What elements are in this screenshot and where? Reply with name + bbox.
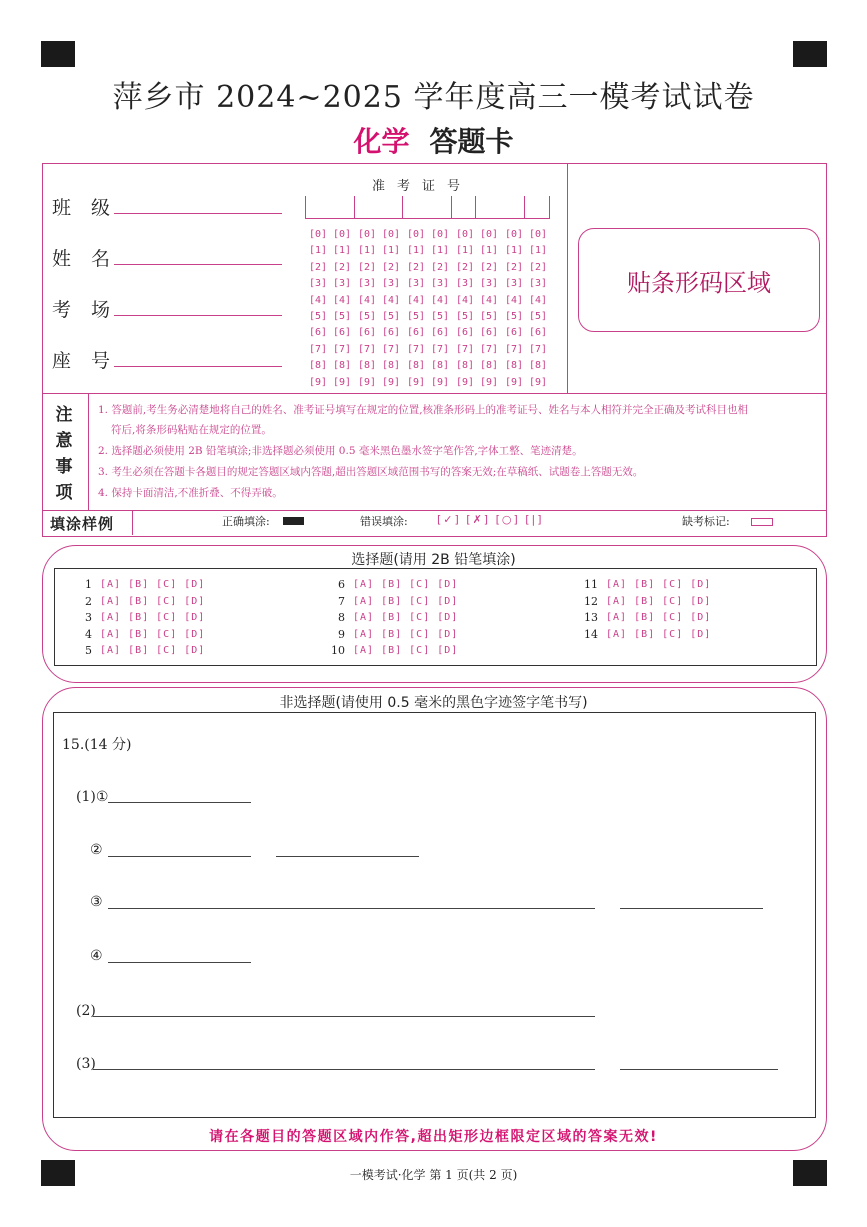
digit-bubble[interactable]: [5] xyxy=(504,311,524,323)
question-15-label: 15.(14 分) xyxy=(62,737,132,753)
digit-bubble[interactable]: [0] xyxy=(479,229,499,240)
digit-bubble[interactable]: [0] xyxy=(381,229,401,240)
digit-bubble[interactable]: [2] xyxy=(528,261,548,273)
page-subtitle xyxy=(0,120,867,160)
question-number: 6 xyxy=(338,578,345,591)
digit-bubble[interactable]: [9] xyxy=(479,376,499,388)
answer-line[interactable] xyxy=(620,908,763,909)
digit-bubble[interactable]: [4] xyxy=(308,294,328,306)
nonchoice-box xyxy=(53,712,816,1118)
digit-bubble[interactable]: [1] xyxy=(406,245,426,257)
digit-bubble[interactable]: [7] xyxy=(430,343,450,355)
digit-bubble[interactable]: [4] xyxy=(455,294,475,306)
answer-options[interactable]: [A] [B] [C] [D] xyxy=(100,612,206,624)
registration-mark xyxy=(793,41,827,67)
digit-bubble[interactable]: [5] xyxy=(406,311,426,323)
answer-line[interactable] xyxy=(620,1069,778,1070)
exam-id-digit-column[interactable] xyxy=(527,227,549,391)
answer-line[interactable] xyxy=(108,962,251,963)
digit-bubble[interactable]: [5] xyxy=(308,311,328,323)
digit-bubble[interactable]: [6] xyxy=(381,327,401,339)
digit-bubble[interactable]: [2] xyxy=(406,261,426,273)
notes-title: 注意事项 xyxy=(55,405,73,503)
question-number: 10 xyxy=(331,644,345,658)
class-field[interactable] xyxy=(114,213,282,214)
name-label: 姓名 xyxy=(52,248,131,270)
digit-bubble[interactable]: [7] xyxy=(381,343,401,355)
answer-line[interactable] xyxy=(276,856,419,857)
digit-bubble[interactable]: [1] xyxy=(381,245,401,257)
note-item: 符后,将条形码粘贴在规定的位置。 xyxy=(111,424,272,436)
digit-bubble[interactable]: [4] xyxy=(504,294,524,306)
answer-options[interactable]: [A] [B] [C] [D] xyxy=(100,579,206,590)
digit-bubble[interactable]: [2] xyxy=(479,261,499,273)
digit-bubble[interactable]: [1] xyxy=(430,245,450,257)
barcode-label: 贴条形码区域 xyxy=(627,268,771,297)
digit-bubble[interactable]: [9] xyxy=(455,376,475,388)
answer-line[interactable] xyxy=(93,1069,595,1070)
digit-bubble[interactable]: [0] xyxy=(406,229,426,240)
digit-bubble[interactable]: [2] xyxy=(332,261,352,273)
digit-bubble[interactable]: [3] xyxy=(381,278,401,290)
answer-line[interactable] xyxy=(108,908,595,909)
note-item: 4. 保持卡面清洁,不准折叠、不得弄破。 xyxy=(98,487,283,499)
digit-bubble[interactable]: [0] xyxy=(430,229,450,240)
digit-bubble[interactable]: [4] xyxy=(430,294,450,306)
answer-options[interactable]: [A] [B] [C] [D] xyxy=(606,612,712,624)
digit-bubble[interactable]: [6] xyxy=(357,327,377,339)
digit-bubble[interactable]: [4] xyxy=(381,294,401,306)
digit-bubble[interactable]: [7] xyxy=(332,343,352,355)
answer-options[interactable]: [A] [B] [C] [D] xyxy=(353,612,459,624)
absent-label: 缺考标记: xyxy=(682,515,730,528)
note-item: 1. 答题前,考生务必清楚地将自己的姓名、准考证号填写在规定的位置,核准条形码上的准考证号、姓名与本人相符并完全正确及考试科目也相 xyxy=(98,404,749,416)
digit-bubble[interactable]: [6] xyxy=(308,327,328,339)
page-title: 萍乡市 2024~2025 学年度高三一模考试试卷 xyxy=(112,80,755,115)
exam-id-digit-column[interactable] xyxy=(454,227,476,391)
footer-warning: 请在各题目的答题区域内作答,超出矩形边框限定区域的答案无效! xyxy=(209,1129,658,1145)
correct-fill-mark xyxy=(283,517,304,525)
question-number: 12 xyxy=(584,594,598,608)
fill-example-label: 填涂样例 xyxy=(50,515,115,533)
digit-bubble[interactable]: [3] xyxy=(479,278,499,290)
digit-bubble[interactable]: [2] xyxy=(381,261,401,273)
digit-bubble[interactable]: [4] xyxy=(357,294,377,306)
answer-options[interactable]: [A] [B] [C] [D] xyxy=(100,645,206,657)
exam-id-digit-column[interactable] xyxy=(380,227,402,391)
exam-id-digit-column[interactable] xyxy=(405,227,427,391)
digit-bubble[interactable]: [0] xyxy=(504,229,524,240)
digit-bubble[interactable]: [1] xyxy=(332,245,352,257)
digit-bubble[interactable]: [9] xyxy=(332,376,352,388)
answer-options[interactable]: [A] [B] [C] [D] xyxy=(606,628,712,640)
exam-id-digit-column[interactable] xyxy=(478,227,500,391)
digit-bubble[interactable]: [3] xyxy=(528,278,548,290)
answer-line[interactable] xyxy=(108,856,251,857)
part-1-1-label: (1)① xyxy=(76,789,109,805)
choice-title: 选择题(请用 2B 铅笔填涂) xyxy=(351,552,516,568)
digit-bubble[interactable]: [4] xyxy=(528,294,548,306)
part-1-3-label: ③ xyxy=(90,894,103,910)
digit-bubble[interactable]: [6] xyxy=(455,327,475,339)
digit-bubble[interactable]: [7] xyxy=(479,343,499,355)
digit-bubble[interactable]: [8] xyxy=(406,360,426,372)
registration-mark xyxy=(41,41,75,67)
digit-bubble[interactable]: [1] xyxy=(357,245,377,257)
digit-bubble[interactable]: [0] xyxy=(357,229,377,240)
correct-fill-label: 正确填涂: xyxy=(222,515,270,528)
digit-bubble[interactable]: [9] xyxy=(381,376,401,388)
digit-bubble[interactable]: [8] xyxy=(308,360,328,372)
digit-bubble[interactable]: [8] xyxy=(381,360,401,372)
digit-bubble[interactable]: [7] xyxy=(406,343,426,355)
digit-bubble[interactable]: [1] xyxy=(528,245,548,257)
digit-bubble[interactable]: [8] xyxy=(504,360,524,372)
digit-bubble[interactable]: [7] xyxy=(357,343,377,355)
digit-bubble[interactable]: [6] xyxy=(479,327,499,339)
exam-id-digit-column[interactable] xyxy=(331,227,353,391)
room-label: 考场 xyxy=(52,299,131,321)
wrong-fill-label: 错误填涂: xyxy=(360,515,408,528)
digit-bubble[interactable]: [6] xyxy=(528,327,548,339)
question-number: 13 xyxy=(584,611,598,625)
digit-bubble[interactable]: [9] xyxy=(357,376,377,388)
digit-bubble[interactable]: [8] xyxy=(528,360,548,372)
digit-bubble[interactable]: [3] xyxy=(332,278,352,290)
digit-bubble[interactable]: [4] xyxy=(406,294,426,306)
digit-bubble[interactable]: [5] xyxy=(528,311,548,323)
digit-bubble[interactable]: [0] xyxy=(528,229,548,240)
digit-bubble[interactable]: [4] xyxy=(479,294,499,306)
note-item: 2. 选择题必须使用 2B 铅笔填涂;非选择题必须使用 0.5 毫米黑色墨水签字笔作答,字体工整、笔迹清楚。 xyxy=(98,445,583,457)
digit-bubble[interactable]: [6] xyxy=(332,327,352,339)
digit-bubble[interactable]: [7] xyxy=(504,343,524,355)
digit-bubble[interactable]: [9] xyxy=(504,376,524,388)
digit-bubble[interactable]: [7] xyxy=(308,343,328,355)
digit-bubble[interactable]: [5] xyxy=(357,311,377,323)
digit-bubble[interactable]: [0] xyxy=(455,229,475,240)
digit-bubble[interactable]: [1] xyxy=(504,245,524,257)
digit-bubble[interactable]: [5] xyxy=(332,311,352,323)
answer-options[interactable]: [A] [B] [C] [D] xyxy=(353,645,459,657)
question-number: 5 xyxy=(85,644,92,658)
digit-bubble[interactable]: [3] xyxy=(308,278,328,290)
question-number: 11 xyxy=(584,578,598,591)
part-1-2-label: ② xyxy=(90,842,103,858)
exam-id-digit-column[interactable] xyxy=(307,227,329,391)
question-number: 3 xyxy=(85,611,92,625)
digit-bubble[interactable]: [5] xyxy=(455,311,475,323)
digit-bubble[interactable]: [6] xyxy=(406,327,426,339)
digit-bubble[interactable]: [9] xyxy=(430,376,450,388)
answer-line[interactable] xyxy=(93,1016,595,1017)
note-item: 3. 考生必须在答题卡各题目的规定答题区域内答题,超出答题区域范围书写的答案无效;在草稿纸、试题卷上答题无效。 xyxy=(98,466,644,478)
digit-bubble[interactable]: [2] xyxy=(455,261,475,273)
digit-bubble[interactable]: [3] xyxy=(430,278,450,290)
wrong-fill-marks: [✓] [✗] [○] [|] xyxy=(437,513,544,526)
question-number: 8 xyxy=(338,611,345,625)
digit-bubble[interactable]: [9] xyxy=(308,376,328,388)
answer-options[interactable]: [A] [B] [C] [D] xyxy=(100,595,206,607)
exam-id-boxes[interactable] xyxy=(305,196,550,219)
digit-bubble[interactable]: [8] xyxy=(430,360,450,372)
digit-bubble[interactable]: [3] xyxy=(406,278,426,290)
digit-bubble[interactable]: [3] xyxy=(455,278,475,290)
digit-bubble[interactable]: [9] xyxy=(528,376,548,388)
digit-bubble[interactable]: [5] xyxy=(430,311,450,323)
part-3-label: (3) xyxy=(76,1056,96,1072)
seat-field[interactable] xyxy=(114,366,282,367)
digit-bubble[interactable]: [7] xyxy=(455,343,475,355)
digit-bubble[interactable]: [2] xyxy=(504,261,524,273)
absent-mark-box[interactable] xyxy=(751,518,773,526)
question-number: 14 xyxy=(584,627,598,641)
answer-options[interactable]: [A] [B] [C] [D] xyxy=(100,628,206,640)
name-field[interactable] xyxy=(114,264,282,265)
digit-bubble[interactable]: [1] xyxy=(308,245,328,257)
digit-bubble[interactable]: [5] xyxy=(479,311,499,323)
answer-options[interactable]: [A] [B] [C] [D] xyxy=(606,595,712,607)
digit-bubble[interactable]: [1] xyxy=(455,245,475,257)
exam-id-digit-column[interactable] xyxy=(429,227,451,391)
digit-bubble[interactable]: [0] xyxy=(332,229,352,240)
answer-options[interactable]: [A] [B] [C] [D] xyxy=(353,579,459,590)
digit-bubble[interactable]: [6] xyxy=(430,327,450,339)
digit-bubble[interactable]: [2] xyxy=(357,261,377,273)
question-number: 9 xyxy=(338,627,345,641)
exam-id-title: 准考证号 xyxy=(372,179,473,194)
answer-options[interactable]: [A] [B] [C] [D] xyxy=(353,628,459,640)
exam-id-digit-column[interactable] xyxy=(356,227,378,391)
seat-label: 座号 xyxy=(52,350,131,372)
digit-bubble[interactable]: [7] xyxy=(528,343,548,355)
digit-bubble[interactable]: [3] xyxy=(504,278,524,290)
card-label: 答题卡 xyxy=(429,125,514,158)
digit-bubble[interactable]: [1] xyxy=(479,245,499,257)
question-number: 1 xyxy=(85,578,92,591)
barcode-area xyxy=(578,228,820,332)
digit-bubble[interactable]: [8] xyxy=(455,360,475,372)
digit-bubble[interactable]: [2] xyxy=(308,261,328,273)
digit-bubble[interactable]: [8] xyxy=(479,360,499,372)
question-number: 7 xyxy=(338,594,345,608)
part-1-4-label: ④ xyxy=(90,948,103,964)
digit-bubble[interactable]: [8] xyxy=(332,360,352,372)
answer-options[interactable]: [A] [B] [C] [D] xyxy=(606,579,712,590)
room-field[interactable] xyxy=(114,315,282,316)
digit-bubble[interactable]: [9] xyxy=(406,376,426,388)
digit-bubble[interactable]: [6] xyxy=(504,327,524,339)
digit-bubble[interactable]: [2] xyxy=(430,261,450,273)
answer-options[interactable]: [A] [B] [C] [D] xyxy=(353,595,459,607)
digit-bubble[interactable]: [4] xyxy=(332,294,352,306)
question-number: 2 xyxy=(85,594,92,608)
digit-bubble[interactable]: [8] xyxy=(357,360,377,372)
exam-id-digit-column[interactable] xyxy=(503,227,525,391)
page-footer: 一模考试·化学 第 1 页(共 2 页) xyxy=(349,1168,518,1182)
class-label: 班级 xyxy=(52,197,131,219)
nonchoice-title: 非选择题(请使用 0.5 毫米的黑色字迹签字笔书写) xyxy=(279,695,588,711)
subject-label: 化学 xyxy=(353,125,410,158)
digit-bubble[interactable]: [0] xyxy=(308,229,328,240)
answer-line[interactable] xyxy=(108,802,251,803)
digit-bubble[interactable]: [3] xyxy=(357,278,377,290)
digit-bubble[interactable]: [5] xyxy=(381,311,401,323)
part-2-label: (2) xyxy=(76,1003,96,1019)
question-number: 4 xyxy=(85,627,92,641)
